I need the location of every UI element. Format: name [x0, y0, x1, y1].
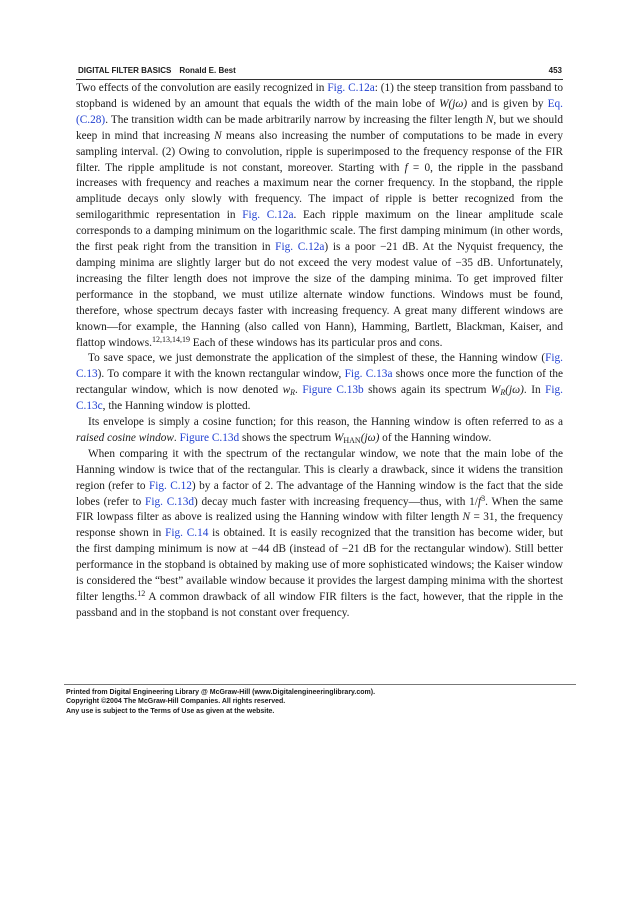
- text-run: . The transition width can be made arbitrarily narrow by increasing the filter length: [105, 113, 486, 126]
- text-run: = 31, the frequency response shown in: [76, 511, 563, 540]
- running-header: [78, 64, 562, 78]
- text-run: means also increasing the number of computations to be made in every sampling interval. (2) Owing to convolution, ripple is superimposed to the frequency response of the FIR filter. The ripple amplitude is not constant, moreover. Starting with: [76, 129, 563, 174]
- text-run: f: [404, 161, 408, 174]
- figure-reference-link[interactable]: Fig. C.12a: [275, 241, 325, 254]
- paragraph: [76, 81, 563, 351]
- header-author: Ronald E. Best: [179, 66, 236, 75]
- text-run: W: [333, 431, 344, 444]
- footer-divider: [64, 684, 576, 685]
- figure-reference-link[interactable]: Fig. C.13a: [344, 368, 393, 381]
- text-run: ) is a poor −21 dB. At the Nyquist frequency, the damping minima are slightly larger but do not exceed the very modest value of −35 dB. Unfortunately, increasing the filter length does not improve the size of the damping minima. To get improved filter performance in the stopband, we must utilize alternate window functions. Windows must be found, therefore, whose spectrum decays faster with increasing frequency. A great many different windows are known—for example, the Hanning (also called von Hann), Hamming, Bartlett, Blackman, Kaiser, and flattop windows.: [76, 241, 564, 349]
- text-run: To save space, we just demonstrate the application of the simplest of these, the Hanning window (: [88, 352, 546, 365]
- figure-reference-link[interactable]: Fig. C.14: [165, 527, 209, 540]
- text-run: shows once more the function of the rectangular window, which is now denoted: [76, 368, 564, 397]
- text-run: W(jω): [439, 97, 468, 110]
- body-text: [76, 81, 563, 622]
- text-run: shows again its spectrum: [363, 384, 491, 397]
- text-run: . When the same FIR lowpass filter as above is realized using the Hanning window with filter length: [76, 495, 563, 524]
- figure-reference-link[interactable]: Eq. (C.28): [76, 97, 563, 126]
- text-run: f: [477, 495, 482, 508]
- text-run: : (1) the steep transition from passband to stopband is widened by an amount that equals the width of the main lobe of: [76, 82, 563, 110]
- footer-line-terms: Any use is subject to the Terms of Use as given at the website.: [66, 707, 275, 715]
- figure-reference-link[interactable]: Fig. C.12a: [327, 82, 375, 94]
- text-run: When comparing it with the spectrum of the rectangular window, we note that the main lobe of the Hanning window is twice that of the rectangular. This is clearly a drawback, since it widens the transition region (refer to: [76, 447, 563, 492]
- footer-line-copyright: Copyright ©2004 The McGraw-Hill Companies. All rights reserved.: [66, 698, 286, 706]
- text-run: A common drawback of all window FIR filters is the fact, however, that the ripple in the passband and in the stopband is not constant over frequency.: [76, 591, 563, 619]
- text-run: ). To compare it with the known rectangular window,: [97, 368, 345, 381]
- text-run: .: [295, 384, 303, 397]
- header-divider: [76, 79, 563, 80]
- figure-reference-link[interactable]: Figure C.13d: [179, 431, 240, 444]
- paragraph: [76, 447, 563, 622]
- superscript: 3: [481, 493, 486, 503]
- superscript: 12: [137, 589, 146, 598]
- text-run: W: [490, 384, 501, 397]
- text-run: and is given by: [467, 97, 548, 110]
- figure-reference-link[interactable]: Fig. C.12: [148, 479, 192, 492]
- figure-reference-link[interactable]: Figure C.13b: [302, 384, 364, 397]
- text-run: . In: [523, 384, 546, 397]
- figure-reference-link[interactable]: Fig. C.13c: [76, 384, 563, 413]
- text-run: w: [282, 384, 291, 397]
- text-run: shows the spectrum: [239, 431, 334, 444]
- text-run: is obtained. It is easily recognized that the transition has become wider, but the first damping minimum is now at −44 dB (instead of −21 dB for the rectangular window). Still better performance in the stopband is obtained by making use of more sophisticated windows; the Kaiser window is considered the “best” available window because it provides the largest damping minima with the shortest filter lengths.: [76, 527, 563, 603]
- text-run: (jω): [360, 431, 380, 444]
- text-run: raised cosine window: [76, 431, 174, 444]
- text-run: Each of these windows has its particular pros and cons.: [189, 336, 443, 349]
- figure-reference-link[interactable]: Fig. C.12a: [242, 209, 294, 222]
- text-run: , the Hanning window is plotted.: [102, 400, 251, 413]
- text-run: N: [214, 129, 222, 142]
- text-run: ) decay much faster with increasing frequency—thus, with 1/: [194, 495, 478, 508]
- footer-line-printed: Printed from Digital Engineering Library @ McGraw-Hill (www.Digitalengineeringlibrary.com).: [66, 689, 376, 696]
- text-run: N: [485, 113, 494, 126]
- copyright-footer: [66, 688, 576, 716]
- text-run: = 0, the ripple in the passband increases with frequency and reaches a maximum near the corner frequency. In the stopband, the ripple amplitude decays only slowly with frequency. The impact of ripple is better recognized from the semilogarithmic representation in: [76, 161, 563, 222]
- text-run: Its envelope is simply a cosine function; for this reason, the Hanning window is often referred to as a: [88, 416, 563, 429]
- text-run: N: [462, 511, 471, 524]
- text-run: Two effects of the convolution are easily recognized in: [76, 82, 328, 94]
- subscript: R: [500, 388, 506, 398]
- text-run: of the Hanning window.: [379, 431, 492, 444]
- superscript: 12,13,14,19: [151, 334, 190, 344]
- text-run: . Each ripple maximum on the linear amplitude scale corresponds to a damping minimum on the logarithmic scale. The first damping minimum (in other words, the first peak right from the transition in: [76, 209, 563, 254]
- paragraph: [76, 351, 563, 415]
- header-left: [78, 66, 244, 75]
- subscript: R: [290, 388, 296, 398]
- text-run: , but we should keep in mind that increasing: [76, 113, 563, 142]
- subscript: HAN: [343, 435, 361, 445]
- text-run: (jω): [505, 384, 524, 397]
- header-title: DIGITAL FILTER BASICS: [78, 66, 172, 75]
- text-run: ) by a factor of 2. The advantage of the Hanning window is the fact that the side lobes (refer to: [76, 479, 564, 508]
- paragraph: [76, 415, 563, 447]
- figure-reference-link[interactable]: Fig. C.13d: [145, 495, 194, 508]
- text-run: .: [173, 431, 180, 444]
- figure-reference-link[interactable]: Fig. C.13: [76, 352, 563, 381]
- page-number: 453: [548, 66, 562, 75]
